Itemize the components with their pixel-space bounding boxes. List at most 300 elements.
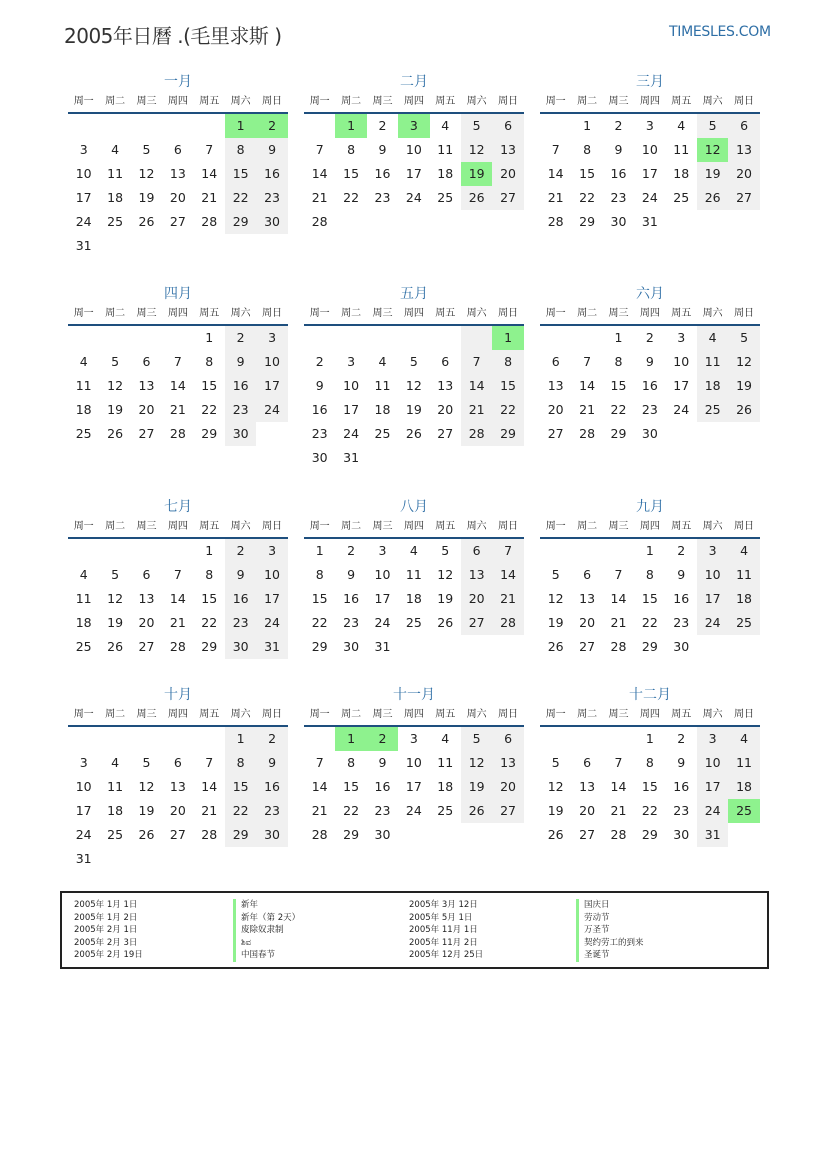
day-cell: 13 xyxy=(547,378,564,393)
weekday-label: 周六 xyxy=(466,96,487,107)
day-cell: 9 xyxy=(378,142,387,157)
weekday-label: 周二 xyxy=(577,96,598,107)
holiday-legend xyxy=(60,891,769,969)
day-cell: 31 xyxy=(256,635,287,659)
day-cell: 14 xyxy=(547,166,564,181)
holiday-day-cell: 1 xyxy=(335,727,366,751)
day-cell: 22 xyxy=(201,402,218,417)
weekday-label: 周五 xyxy=(671,308,692,319)
empty-day-cell xyxy=(571,326,602,350)
empty-day-cell xyxy=(430,326,461,350)
weekday-label: 周六 xyxy=(230,308,251,319)
day-cell: 5 xyxy=(551,567,560,582)
weekday-label: 周三 xyxy=(372,521,393,532)
day-cell: 16 xyxy=(225,374,256,398)
weekday-label: 周一 xyxy=(545,709,566,720)
empty-day-cell xyxy=(304,114,335,138)
empty-day-cell xyxy=(99,114,130,138)
empty-day-cell xyxy=(194,727,225,751)
holiday-day-cell: 1 xyxy=(225,114,256,138)
day-cell: 17 xyxy=(697,775,728,799)
day-cell: 18 xyxy=(728,587,759,611)
day-cell: 12 xyxy=(138,166,155,181)
weekday-label: 周四 xyxy=(167,308,188,319)
day-cell: 21 xyxy=(547,190,564,205)
day-cell: 26 xyxy=(547,827,564,842)
day-cell: 27 xyxy=(728,186,759,210)
weekday-label: 周六 xyxy=(230,96,251,107)
day-cell: 23 xyxy=(311,426,328,441)
month-name: 九月 xyxy=(636,499,664,515)
day-cell: 27 xyxy=(461,611,492,635)
weekday-label: 周日 xyxy=(498,96,519,107)
weekday-header xyxy=(304,517,524,539)
day-cell: 28 xyxy=(547,214,564,229)
weekday-header xyxy=(68,304,288,326)
day-cell: 22 xyxy=(641,803,658,818)
day-cell: 23 xyxy=(673,803,690,818)
day-cell: 15 xyxy=(343,779,360,794)
day-cell: 4 xyxy=(697,326,728,350)
month-name: 三月 xyxy=(636,74,664,90)
day-cell: 28 xyxy=(311,827,328,842)
day-cell: 4 xyxy=(79,354,88,369)
month-name: 七月 xyxy=(164,499,192,515)
day-cell: 7 xyxy=(614,755,623,770)
day-cell: 7 xyxy=(315,755,324,770)
day-cell: 15 xyxy=(492,374,523,398)
day-cell: 14 xyxy=(311,166,328,181)
day-cell: 26 xyxy=(107,426,124,441)
empty-day-cell xyxy=(194,114,225,138)
day-cell: 10 xyxy=(673,354,690,369)
weekday-header xyxy=(68,92,288,114)
weekday-label: 周一 xyxy=(73,709,94,720)
day-cell: 4 xyxy=(111,755,120,770)
day-cell: 13 xyxy=(437,378,454,393)
day-cell: 9 xyxy=(645,354,654,369)
day-cell: 20 xyxy=(169,190,186,205)
weekday-header xyxy=(540,517,760,539)
day-cell: 11 xyxy=(374,378,391,393)
weekday-header xyxy=(540,304,760,326)
day-cell: 10 xyxy=(641,142,658,157)
day-cell: 7 xyxy=(205,142,214,157)
day-cell: 9 xyxy=(256,751,287,775)
day-cell: 23 xyxy=(610,190,627,205)
day-cell: 25 xyxy=(374,426,391,441)
day-cell: 27 xyxy=(547,426,564,441)
day-cell: 15 xyxy=(225,162,256,186)
day-cell: 4 xyxy=(111,142,120,157)
day-cell: 16 xyxy=(374,166,391,181)
weekday-label: 周四 xyxy=(403,709,424,720)
day-cell: 30 xyxy=(343,639,360,654)
weekday-label: 周二 xyxy=(341,96,362,107)
day-cell: 23 xyxy=(374,190,391,205)
day-cell: 30 xyxy=(610,214,627,229)
empty-day-cell xyxy=(367,326,398,350)
empty-day-cell xyxy=(68,326,99,350)
weekday-label: 周日 xyxy=(262,308,283,319)
day-cell: 27 xyxy=(492,186,523,210)
weekday-label: 周四 xyxy=(403,308,424,319)
day-cell: 20 xyxy=(579,615,596,630)
legend-names-left xyxy=(233,899,300,962)
day-cell: 5 xyxy=(728,326,759,350)
weekday-label: 周五 xyxy=(199,709,220,720)
day-cell: 14 xyxy=(311,779,328,794)
day-cell: 14 xyxy=(169,378,186,393)
day-cell: 23 xyxy=(374,803,391,818)
day-cell: 8 xyxy=(645,755,654,770)
month-name: 一月 xyxy=(164,74,192,90)
day-cell: 26 xyxy=(138,827,155,842)
day-grid xyxy=(68,727,288,871)
day-cell: 6 xyxy=(492,114,523,138)
day-cell: 30 xyxy=(225,635,256,659)
day-cell: 29 xyxy=(641,827,658,842)
day-cell: 21 xyxy=(169,402,186,417)
day-cell: 21 xyxy=(201,803,218,818)
day-cell: 14 xyxy=(492,563,523,587)
day-cell: 8 xyxy=(205,354,214,369)
day-cell: 12 xyxy=(728,350,759,374)
day-cell: 26 xyxy=(728,398,759,422)
day-cell: 9 xyxy=(614,142,623,157)
day-cell: 15 xyxy=(610,378,627,393)
day-cell: 28 xyxy=(461,422,492,446)
weekday-label: 周五 xyxy=(435,709,456,720)
day-cell: 24 xyxy=(405,190,422,205)
weekday-label: 周三 xyxy=(136,521,157,532)
weekday-label: 周二 xyxy=(341,709,362,720)
day-cell: 19 xyxy=(138,803,155,818)
day-cell: 26 xyxy=(697,186,728,210)
day-cell: 20 xyxy=(169,803,186,818)
day-grid xyxy=(540,727,760,847)
day-cell: 17 xyxy=(405,779,422,794)
day-cell: 1 xyxy=(614,330,623,345)
day-cell: 29 xyxy=(641,639,658,654)
day-cell: 2 xyxy=(225,326,256,350)
day-cell: 15 xyxy=(311,591,328,606)
day-cell: 28 xyxy=(169,639,186,654)
weekday-label: 周日 xyxy=(262,521,283,532)
day-cell: 3 xyxy=(347,354,356,369)
day-cell: 30 xyxy=(225,422,256,446)
day-cell: 17 xyxy=(75,803,92,818)
day-cell: 24 xyxy=(343,426,360,441)
day-cell: 13 xyxy=(169,166,186,181)
empty-day-cell xyxy=(162,326,193,350)
day-cell: 5 xyxy=(111,567,120,582)
weekday-label: 周四 xyxy=(403,96,424,107)
day-cell: 18 xyxy=(673,166,690,181)
weekday-header xyxy=(304,705,524,727)
empty-day-cell xyxy=(162,114,193,138)
day-cell: 28 xyxy=(610,639,627,654)
day-cell: 27 xyxy=(437,426,454,441)
empty-day-cell xyxy=(540,539,571,563)
day-cell: 26 xyxy=(405,426,422,441)
day-cell: 15 xyxy=(201,378,218,393)
day-cell: 18 xyxy=(107,190,124,205)
day-cell: 7 xyxy=(205,755,214,770)
day-cell: 22 xyxy=(343,803,360,818)
month-block xyxy=(540,497,760,659)
day-cell: 29 xyxy=(225,823,256,847)
weekday-label: 周五 xyxy=(435,308,456,319)
day-cell: 10 xyxy=(697,563,728,587)
day-cell: 17 xyxy=(673,378,690,393)
month-block xyxy=(68,284,288,446)
day-cell: 11 xyxy=(75,378,92,393)
legend-date: 2005年 2月 19日 xyxy=(74,950,143,961)
day-cell: 28 xyxy=(579,426,596,441)
holiday-day-cell: 2 xyxy=(367,727,398,751)
day-cell: 9 xyxy=(677,567,686,582)
day-cell: 21 xyxy=(311,803,328,818)
day-cell: 12 xyxy=(138,779,155,794)
day-cell: 12 xyxy=(547,779,564,794)
day-cell: 16 xyxy=(256,775,287,799)
weekday-label: 周六 xyxy=(702,709,723,720)
holiday-day-cell: 25 xyxy=(728,799,759,823)
day-cell: 10 xyxy=(697,751,728,775)
legend-date: 2005年 1月 1日 xyxy=(74,900,138,910)
day-cell: 28 xyxy=(201,214,218,229)
weekday-label: 周三 xyxy=(136,308,157,319)
day-cell: 3 xyxy=(409,731,418,746)
weekday-label: 周四 xyxy=(639,96,660,107)
day-cell: 12 xyxy=(437,567,454,582)
day-cell: 2 xyxy=(315,354,324,369)
day-cell: 5 xyxy=(409,354,418,369)
day-grid xyxy=(304,326,524,470)
empty-day-cell xyxy=(162,727,193,751)
day-cell: 10 xyxy=(256,563,287,587)
day-grid xyxy=(304,539,524,659)
day-cell: 31 xyxy=(75,238,92,253)
day-cell: 16 xyxy=(225,587,256,611)
day-cell: 9 xyxy=(256,138,287,162)
day-cell: 4 xyxy=(409,543,418,558)
day-cell: 22 xyxy=(492,398,523,422)
day-cell: 24 xyxy=(256,398,287,422)
weekday-label: 周三 xyxy=(372,709,393,720)
empty-day-cell xyxy=(131,539,162,563)
day-grid xyxy=(304,114,524,234)
empty-day-cell xyxy=(131,114,162,138)
weekday-label: 周五 xyxy=(671,96,692,107)
day-cell: 14 xyxy=(610,591,627,606)
day-cell: 3 xyxy=(256,539,287,563)
day-cell: 16 xyxy=(311,402,328,417)
day-cell: 17 xyxy=(697,587,728,611)
day-cell: 20 xyxy=(492,162,523,186)
month-block xyxy=(68,497,288,659)
day-cell: 8 xyxy=(225,751,256,775)
day-cell: 29 xyxy=(579,214,596,229)
day-cell: 13 xyxy=(138,591,155,606)
weekday-label: 周一 xyxy=(545,96,566,107)
day-cell: 17 xyxy=(405,166,422,181)
day-cell: 7 xyxy=(614,567,623,582)
day-cell: 8 xyxy=(645,567,654,582)
day-cell: 4 xyxy=(79,567,88,582)
weekday-label: 周一 xyxy=(73,521,94,532)
legend-holiday-name: 契约劳工的到来 xyxy=(576,937,644,950)
weekday-label: 周二 xyxy=(105,709,126,720)
day-cell: 24 xyxy=(697,611,728,635)
empty-day-cell xyxy=(571,539,602,563)
empty-day-cell xyxy=(131,326,162,350)
month-block xyxy=(304,497,524,659)
weekday-label: 周六 xyxy=(230,521,251,532)
legend-holiday-name: 国庆日 xyxy=(576,899,644,912)
day-cell: 7 xyxy=(173,567,182,582)
day-cell: 19 xyxy=(728,374,759,398)
legend-dates-left xyxy=(74,899,143,962)
day-cell: 3 xyxy=(697,727,728,751)
day-cell: 6 xyxy=(583,567,592,582)
day-cell: 9 xyxy=(225,563,256,587)
day-cell: 11 xyxy=(728,751,759,775)
weekday-label: 周一 xyxy=(309,308,330,319)
day-cell: 31 xyxy=(343,450,360,465)
day-cell: 1 xyxy=(583,118,592,133)
month-name: 八月 xyxy=(400,499,428,515)
empty-day-cell xyxy=(571,727,602,751)
weekday-label: 周日 xyxy=(498,521,519,532)
day-cell: 5 xyxy=(461,114,492,138)
month-block xyxy=(68,72,288,258)
day-cell: 23 xyxy=(256,186,287,210)
day-cell: 2 xyxy=(677,543,686,558)
day-cell: 22 xyxy=(579,190,596,205)
day-cell: 8 xyxy=(347,142,356,157)
day-cell: 26 xyxy=(138,214,155,229)
weekday-label: 周四 xyxy=(167,96,188,107)
day-cell: 15 xyxy=(343,166,360,181)
day-cell: 13 xyxy=(579,779,596,794)
day-cell: 30 xyxy=(256,210,287,234)
day-cell: 31 xyxy=(697,823,728,847)
day-cell: 6 xyxy=(142,567,151,582)
day-cell: 4 xyxy=(728,727,759,751)
day-cell: 10 xyxy=(405,755,422,770)
weekday-label: 周四 xyxy=(639,308,660,319)
day-cell: 5 xyxy=(142,755,151,770)
day-cell: 19 xyxy=(461,775,492,799)
day-cell: 21 xyxy=(311,190,328,205)
day-cell: 26 xyxy=(461,186,492,210)
day-cell: 12 xyxy=(107,591,124,606)
day-cell: 31 xyxy=(75,851,92,866)
day-cell: 28 xyxy=(169,426,186,441)
holiday-day-cell: 1 xyxy=(335,114,366,138)
day-cell: 13 xyxy=(461,563,492,587)
day-cell: 29 xyxy=(201,426,218,441)
site-brand-link[interactable]: TIMESLES.COM xyxy=(669,24,771,40)
weekday-header xyxy=(540,705,760,727)
day-cell: 19 xyxy=(107,615,124,630)
day-cell: 6 xyxy=(173,142,182,157)
weekday-label: 周五 xyxy=(671,709,692,720)
weekday-label: 周一 xyxy=(545,521,566,532)
weekday-label: 周三 xyxy=(372,96,393,107)
day-cell: 18 xyxy=(374,402,391,417)
legend-date: 2005年 2月 1日 xyxy=(74,925,138,936)
day-cell: 14 xyxy=(201,779,218,794)
day-cell: 17 xyxy=(75,190,92,205)
weekday-label: 周五 xyxy=(199,521,220,532)
page-title: 2005年日曆 .(毛里求斯 ) xyxy=(64,24,282,48)
day-cell: 25 xyxy=(728,611,759,635)
day-cell: 14 xyxy=(579,378,596,393)
day-cell: 29 xyxy=(201,639,218,654)
day-cell: 4 xyxy=(441,731,450,746)
weekday-label: 周五 xyxy=(435,96,456,107)
day-cell: 26 xyxy=(107,639,124,654)
weekday-label: 周五 xyxy=(199,96,220,107)
weekday-label: 周日 xyxy=(262,709,283,720)
day-cell: 8 xyxy=(614,354,623,369)
day-cell: 10 xyxy=(75,779,92,794)
day-cell: 13 xyxy=(492,751,523,775)
month-name: 四月 xyxy=(164,286,192,302)
legend-date: 2005年 12月 25日 xyxy=(409,950,484,961)
legend-date: 2005年 1月 2日 xyxy=(74,912,138,923)
legend-holiday-name: ಶಿವ xyxy=(233,937,300,950)
weekday-label: 周六 xyxy=(702,521,723,532)
day-cell: 6 xyxy=(551,354,560,369)
day-cell: 8 xyxy=(492,350,523,374)
empty-day-cell xyxy=(461,326,492,350)
day-cell: 16 xyxy=(610,166,627,181)
weekday-label: 周二 xyxy=(577,308,598,319)
day-cell: 26 xyxy=(437,615,454,630)
weekday-label: 周六 xyxy=(466,709,487,720)
day-cell: 15 xyxy=(201,591,218,606)
legend-holiday-name: 新年（第 2天） xyxy=(233,912,300,925)
day-cell: 29 xyxy=(311,639,328,654)
day-cell: 14 xyxy=(461,374,492,398)
day-cell: 21 xyxy=(169,615,186,630)
day-cell: 15 xyxy=(641,779,658,794)
day-grid xyxy=(540,114,760,234)
legend-holiday-name: 废除奴隶制 xyxy=(233,924,300,937)
day-cell: 5 xyxy=(551,755,560,770)
day-cell: 27 xyxy=(579,639,596,654)
day-cell: 18 xyxy=(728,775,759,799)
legend-holiday-name: 圣诞节 xyxy=(576,949,644,962)
day-cell: 3 xyxy=(645,118,654,133)
day-cell: 19 xyxy=(437,591,454,606)
weekday-label: 周五 xyxy=(671,521,692,532)
day-cell: 19 xyxy=(405,402,422,417)
day-cell: 21 xyxy=(610,803,627,818)
empty-day-cell xyxy=(99,727,130,751)
day-cell: 7 xyxy=(583,354,592,369)
weekday-label: 周三 xyxy=(608,709,629,720)
weekday-label: 周一 xyxy=(309,521,330,532)
day-cell: 6 xyxy=(142,354,151,369)
empty-day-cell xyxy=(540,114,571,138)
weekday-label: 周三 xyxy=(136,709,157,720)
day-cell: 30 xyxy=(374,827,391,842)
